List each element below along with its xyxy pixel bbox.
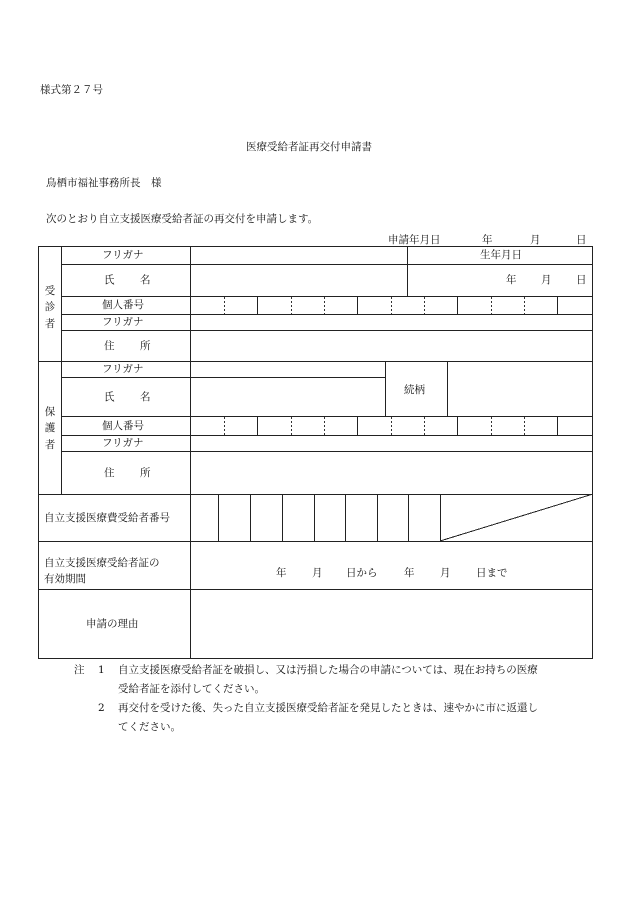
intro-text: 次のとおり自立支援医療受給者証の再交付を申請します。 <box>46 213 319 225</box>
addressee: 鳥栖市福祉事務所長 様 <box>46 177 162 189</box>
patient-birth-day: 日 <box>576 274 587 286</box>
guardian-personal-number-label: 個人番号 <box>102 420 144 432</box>
note-2-number: 2 <box>98 702 105 714</box>
patient-address-label-2: 所 <box>140 340 151 352</box>
guardian-furigana2-label: フリガナ <box>102 437 144 449</box>
guardian-name-label-1: 氏 <box>104 391 115 403</box>
guardian-furigana-field[interactable] <box>191 362 385 377</box>
patient-address-label-1: 住 <box>104 340 115 352</box>
note-2-line1: 再交付を受けた後、失った自立支援医療受給者証を発見したときは、速やかに市に返還し <box>118 702 538 714</box>
notes-heading: 注 <box>74 664 85 676</box>
application-date-month: 月 <box>530 234 541 246</box>
validity-to-day: 日まで <box>476 567 508 579</box>
patient-birth-month: 月 <box>541 274 552 286</box>
guardian-name-label-2: 名 <box>140 391 151 403</box>
application-date-day: 日 <box>576 234 587 246</box>
patient-personal-number-label: 個人番号 <box>102 299 144 311</box>
patient-name-label-2: 名 <box>140 274 151 286</box>
validity-to-year: 年 <box>404 567 415 579</box>
recipient-number-field[interactable] <box>191 495 440 541</box>
application-date-year: 年 <box>482 234 493 246</box>
validity-from-month: 月 <box>312 567 323 579</box>
validity-label-line1: 自立支援医療受給者証の <box>44 557 160 569</box>
patient-furigana-field[interactable] <box>191 247 407 264</box>
guardian-relationship-label: 続柄 <box>404 384 425 396</box>
patient-name-label-1: 氏 <box>104 274 115 286</box>
guardian-group-label: 保 護 者 <box>44 406 56 451</box>
guardian-personal-number-field[interactable] <box>191 417 592 435</box>
validity-to-month: 月 <box>440 567 451 579</box>
form-title: 医療受給者証再交付申請書 <box>246 141 372 153</box>
guardian-address-label-2: 所 <box>140 467 151 479</box>
validity-from-day: 日から <box>346 567 378 579</box>
patient-group-label: 受 診 者 <box>44 285 56 330</box>
patient-furigana2-label: フリガナ <box>102 316 144 328</box>
patient-address-field[interactable] <box>191 331 592 361</box>
reason-field[interactable] <box>191 590 592 658</box>
note-1-number: 1 <box>98 664 105 676</box>
patient-personal-number-field[interactable] <box>191 297 592 314</box>
patient-birth-year: 年 <box>506 274 517 286</box>
guardian-address-field[interactable] <box>191 452 592 494</box>
validity-from-year: 年 <box>276 567 287 579</box>
validity-label-line2: 有効期間 <box>44 573 86 585</box>
guardian-furigana-label: フリガナ <box>102 363 144 375</box>
patient-furigana-label: フリガナ <box>102 249 144 261</box>
patient-name-field[interactable] <box>191 265 407 296</box>
application-date-label: 申請年月日 <box>388 234 441 246</box>
reason-label: 申請の理由 <box>86 618 139 630</box>
recipient-number-label: 自立支援医療費受給者番号 <box>44 512 170 524</box>
form-number: 様式第２７号 <box>40 84 103 96</box>
guardian-address-label-1: 住 <box>104 467 115 479</box>
patient-birthdate-label: 生年月日 <box>480 249 522 261</box>
guardian-name-field[interactable] <box>191 378 385 416</box>
guardian-relationship-field[interactable] <box>448 362 592 416</box>
note-1-line1: 自立支援医療受給者証を破損し、又は汚損した場合の申請については、現在お持ちの医療 <box>118 664 538 676</box>
note-1-line2: 受給者証を添付してください。 <box>118 683 265 695</box>
note-2-line2: てください。 <box>118 721 181 733</box>
